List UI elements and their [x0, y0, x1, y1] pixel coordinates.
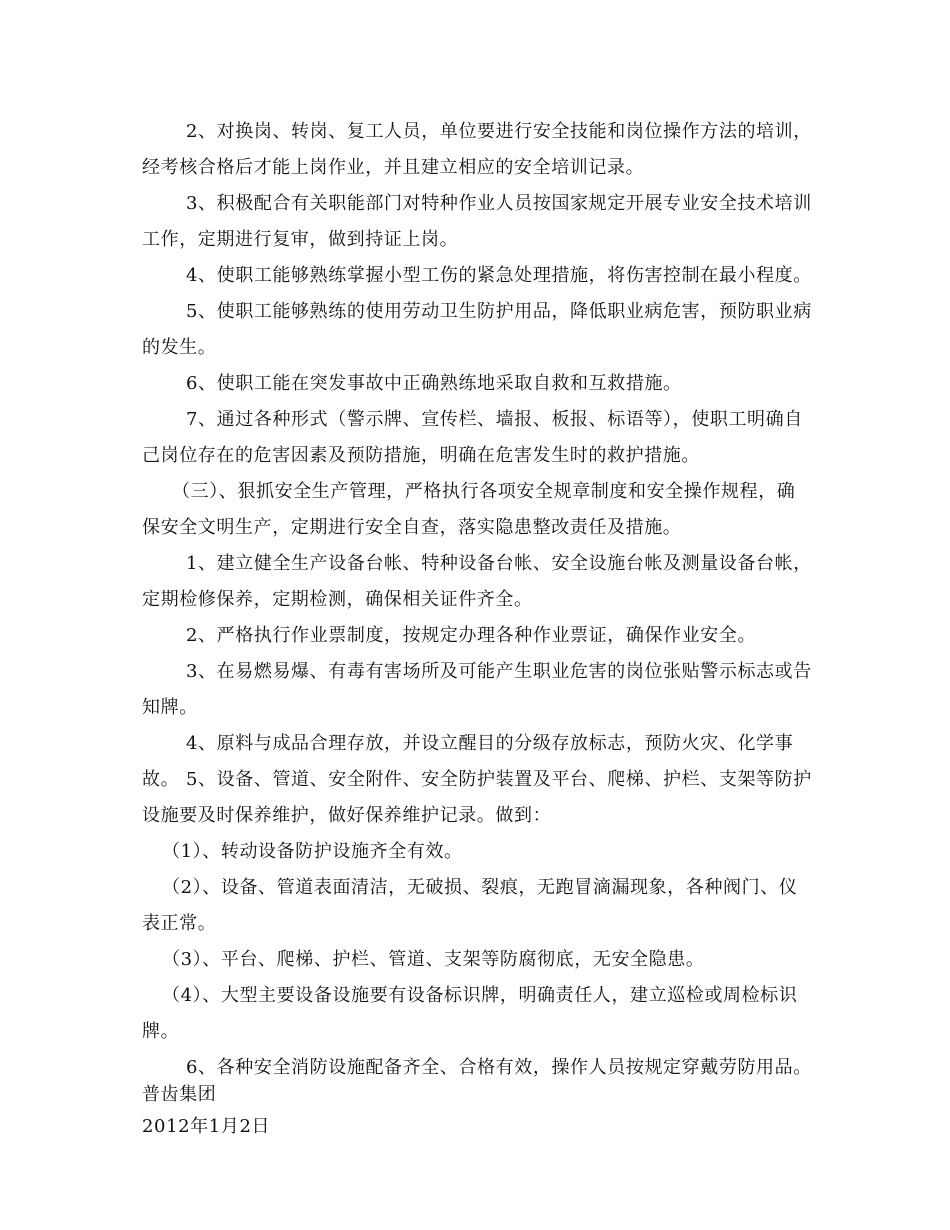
- paragraph-9: 3、在易燃易爆、有毒有害场所及可能产生职业危害的岗位张贴警示标志或告知牌。: [142, 661, 812, 718]
- paragraph-3: 4、使职工能够熟练掌握小型工伤的紧急处理措施，将伤害控制在最小程度。: [186, 265, 812, 286]
- sub-item-4: （4）、大型主要设备设施要有设备标识牌，明确责任人，建立巡检或周检标识牌。: [142, 985, 798, 1042]
- paragraph-8: 2、严格执行作业票制度，按规定办理各种作业票证，确保作业安全。: [186, 625, 757, 646]
- sub-item-2: （2）、设备、管道表面清洁，无破损、裂痕，无跑冒滴漏现象，各种阀门、仪表正常。: [142, 877, 798, 934]
- section-heading-3: （三）、狠抓安全生产管理，严格执行各项安全规章制度和安全操作规程，确保安全文明生产，定期进行安全自查，落实隐患整改责任及措施。: [142, 481, 796, 538]
- paragraph-7: 1、建立健全生产设备台帐、特种设备台帐、安全设施台帐及测量设备台帐，定期检修保养，定期检测，确保相关证件齐全。: [142, 553, 812, 610]
- paragraph-11: 5、设备、管道、安全附件、安全防护装置及平台、爬梯、护栏、支架等防护设施要及时保养维护，做好保养维护记录。做到：: [142, 769, 812, 826]
- paragraph-6: 7、通过各种形式（警示牌、宣传栏、墙报、板报、标语等），使职工明确自己岗位存在的危害因素及预防措施，明确在危害发生时的救护措施。: [142, 409, 803, 466]
- signature-date: 2012年1月2日: [142, 1116, 271, 1137]
- sub-item-1: （1）、转动设备防护设施齐全有效。: [162, 841, 463, 862]
- signature-org: 普齿集团: [142, 1084, 217, 1105]
- sub-item-3: （3）、平台、爬梯、护栏、管道、支架等防腐彻底，无安全隐患。: [162, 949, 705, 970]
- paragraph-4: 5、使职工能够熟练的使用劳动卫生防护用品，降低职业病危害，预防职业病的发生。: [142, 301, 812, 358]
- paragraph-10: 4、原料与成品合理存放，并设立醒目的分级存放标志，预防火灾、化学事故。: [142, 733, 794, 790]
- paragraph-2: 3、积极配合有关职能部门对特种作业人员按国家规定开展专业安全技术培训工作，定期进行复审，做到持证上岗。: [142, 193, 812, 250]
- paragraph-1: 2、对换岗、转岗、复工人员，单位要进行安全技能和岗位操作方法的培训，经考核合格后才能上岗作业，并且建立相应的安全培训记录。: [142, 121, 812, 178]
- paragraph-5: 6、使职工能在突发事故中正确熟练地采取自救和互救措施。: [186, 373, 682, 394]
- paragraph-12: 6、各种安全消防设施配备齐全、合格有效，操作人员按规定穿戴劳防用品。: [186, 1057, 812, 1078]
